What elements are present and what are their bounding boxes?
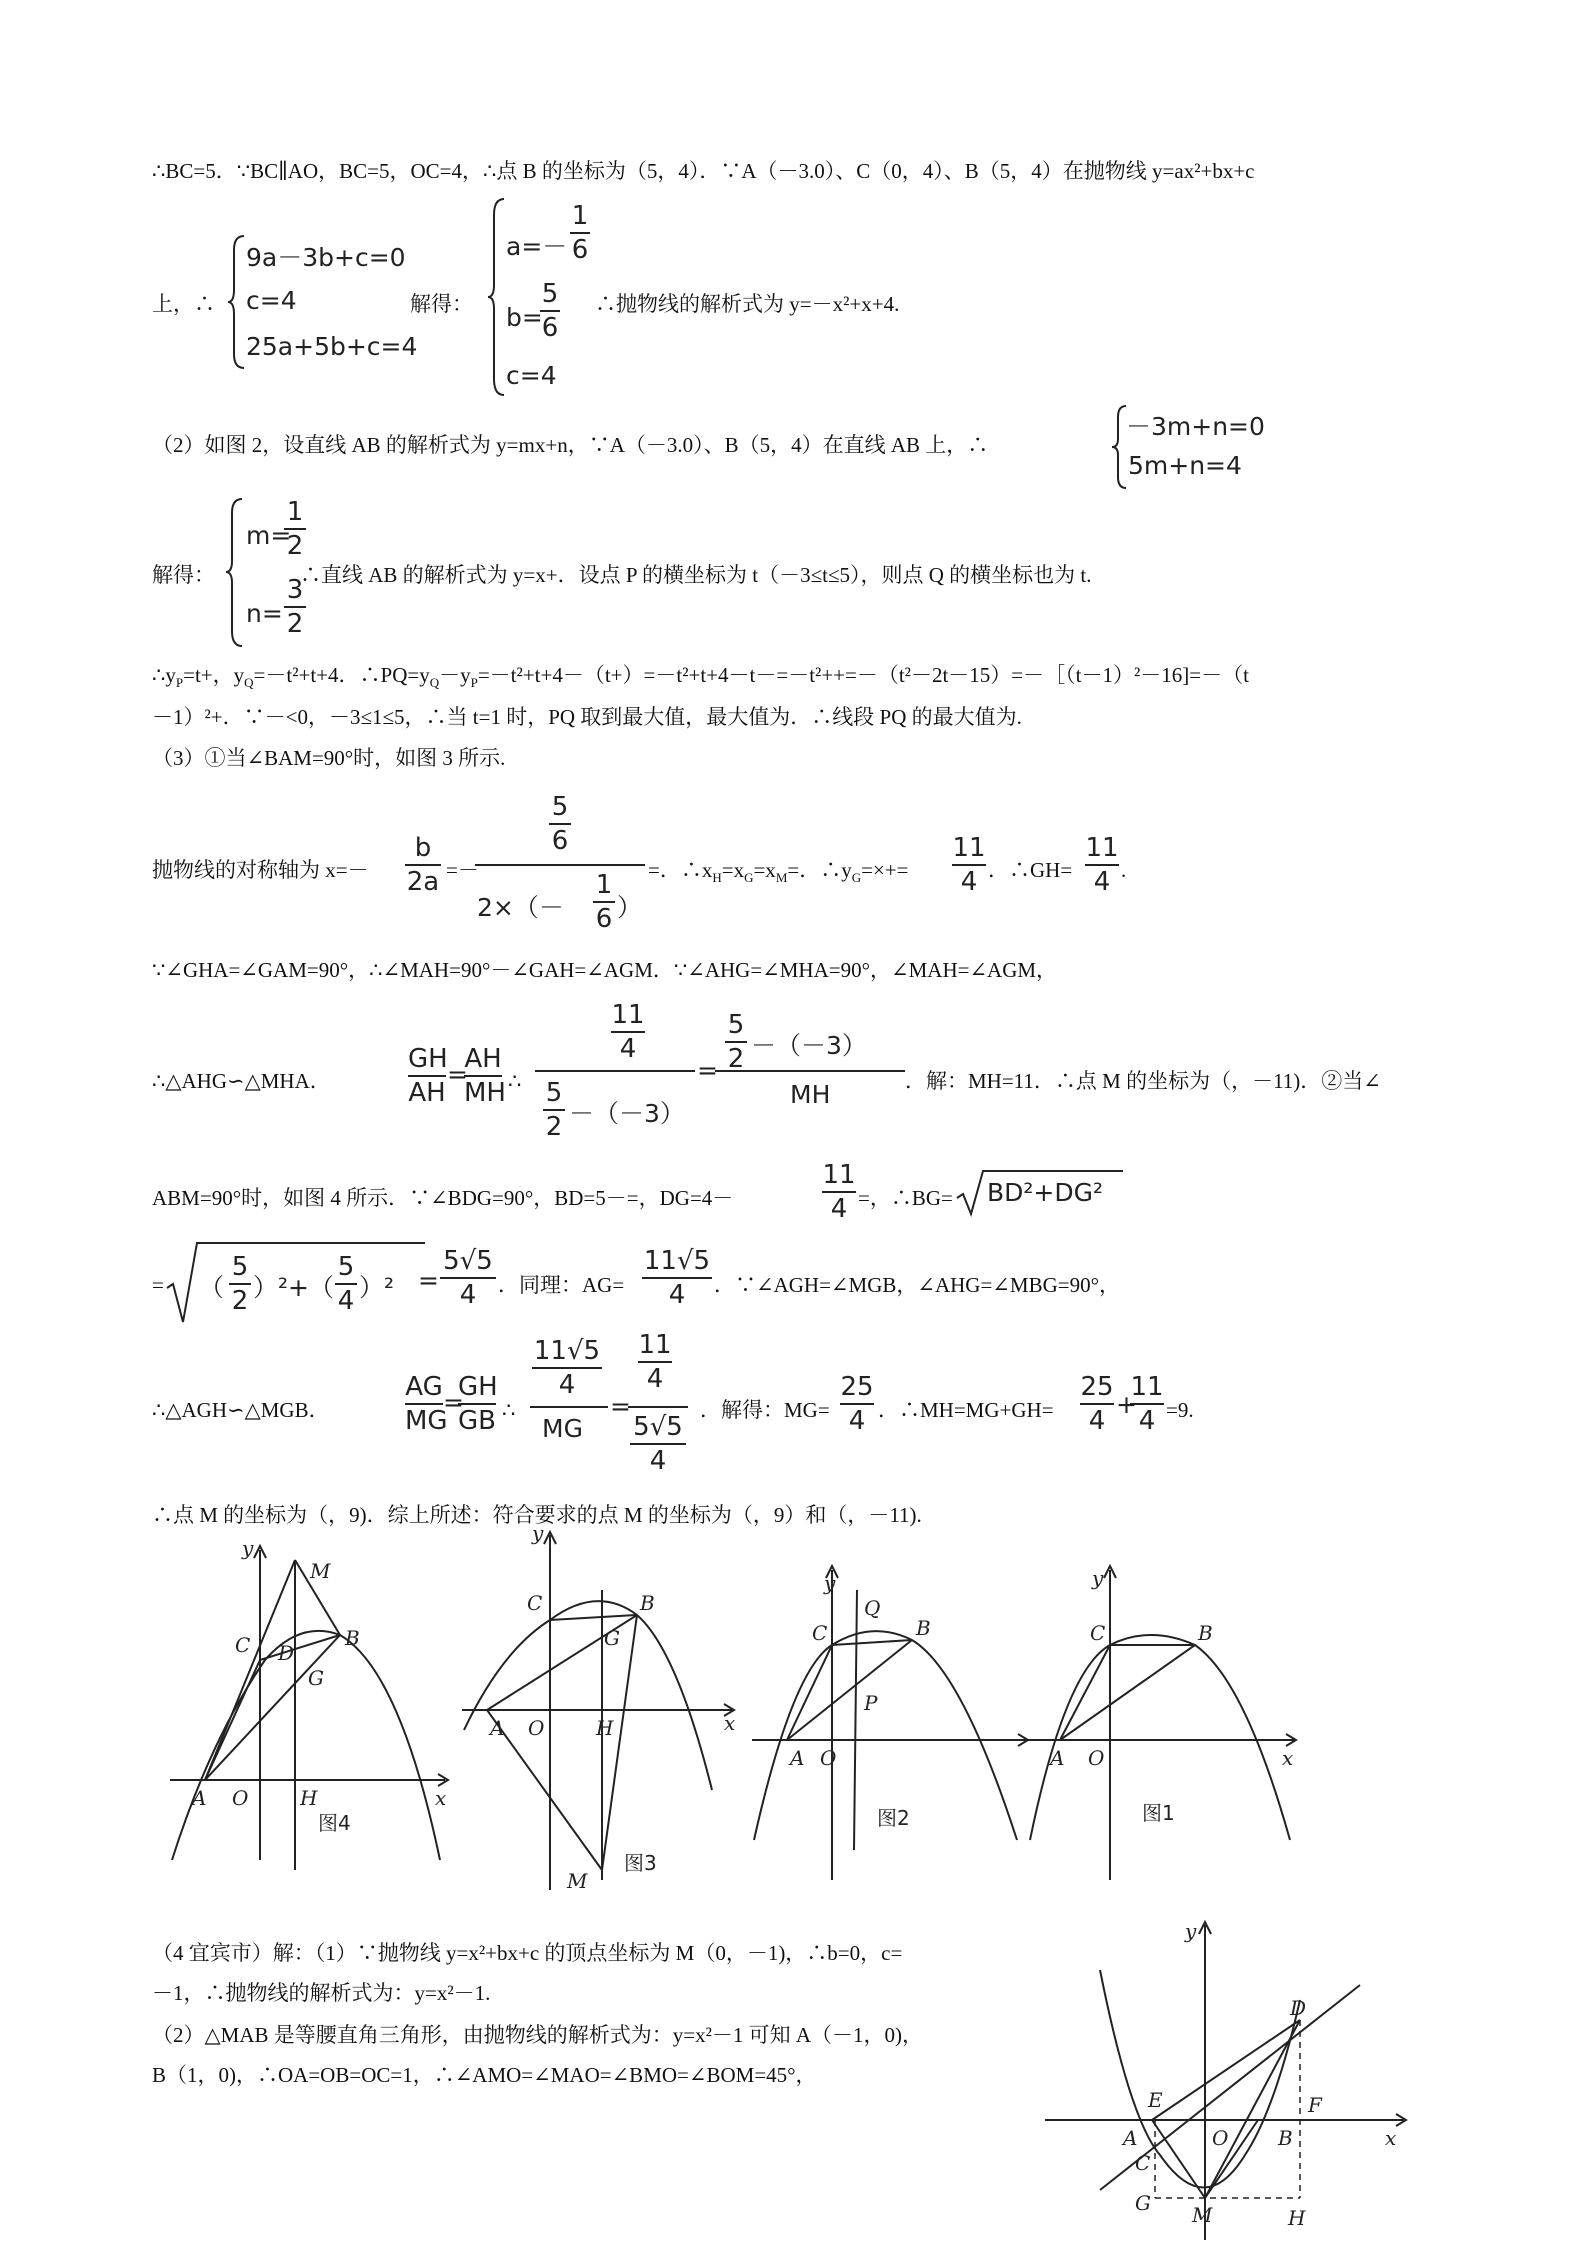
equation-system-3 — [1112, 403, 1272, 491]
fraction-1-6: 1 6 — [571, 201, 589, 265]
fraction-1-2: 1 2 — [284, 497, 306, 561]
ratio-gh-ah: GH AH — [408, 1044, 448, 1108]
fig2-label-c: C — [812, 1621, 828, 1645]
text-line-8a: 抛物线的对称轴为 x=－ — [152, 858, 369, 882]
text-line-3: （2）如图 2，设直线 AB 的解析式为 y=mx+n，∵A（－3.0）、B（5，4）在直线 AB 上，∴ — [152, 433, 989, 457]
fig2-label-q: Q — [864, 1596, 881, 1620]
text-line-11a: ABM=90°时，如图 4 所示．∵∠BDG=90°，BD=5－=，DG=4－ — [152, 1186, 734, 1210]
fig1-label-c: C — [1090, 1621, 1106, 1645]
left-brace-icon — [226, 495, 246, 650]
fraction-11-4-d: 11 4 — [822, 1160, 856, 1224]
fraction-5r5-4-b: 5√5 4 — [630, 1412, 686, 1476]
fig4-label-d: D — [278, 1641, 295, 1665]
text-line-1: ∴BC=5．∵BC∥AO，BC=5，OC=4，∴点 B 的坐标为（5，4）．∵A（－3.0）、C（0，4）、B（5，4）在抛物线 y=ax²+bx+c — [152, 159, 1255, 183]
sys1-eq2: c=4 — [246, 286, 297, 315]
fraction-11-4-a: 11 4 — [952, 833, 986, 897]
text-line-14: ∴点 M 的坐标为（，9)．综上所述：符合要求的点 M 的坐标为（，9）和（，－11). — [152, 1503, 922, 1527]
fig3-label-m: M — [567, 1869, 588, 1893]
fig3-label-x: x — [724, 1711, 736, 1735]
text-line-18: B（1，0)，∴OA=OB=OC=1，∴∠AMO=∠MAO=∠BMO=∠BOM=45°， — [152, 2063, 817, 2087]
fig5-label-o: O — [1212, 2126, 1229, 2150]
big2-right-num: －（－3） — [751, 1031, 867, 1060]
ratio-ag-mg: AG MG — [405, 1372, 448, 1436]
fig3-caption: 图3 — [624, 1851, 657, 1875]
fraction-5-6: 5 6 — [541, 279, 559, 343]
fraction-1-6-den: 1 6 — [593, 870, 615, 934]
fig1-label-a: A — [1050, 1746, 1065, 1770]
text-line-12a: = — [152, 1273, 164, 1297]
fraction-11-4-f: 11 4 — [1130, 1372, 1164, 1436]
text-line-8d: ．∴GH= — [988, 858, 1073, 882]
fig4-label-b: B — [345, 1626, 360, 1650]
ratio-ah-mh: AH MH — [464, 1044, 506, 1108]
fig5-label-d: D — [1290, 1996, 1307, 2020]
fig2-label-o: O — [820, 1746, 837, 1770]
fig5-label-b: B — [1278, 2126, 1293, 2150]
fig5-label-h: H — [1288, 2206, 1306, 2230]
fraction-b-2a: b 2a — [406, 833, 440, 897]
sys3-eq2: 5m+n=4 — [1128, 451, 1242, 480]
fig4-label-y: y — [242, 1540, 254, 1560]
fraction-5-2-b: 5 2 — [725, 1010, 747, 1074]
big-den-left: 2×（－ — [477, 893, 564, 922]
text-line-8b: =－ — [446, 858, 479, 882]
fig2-label-a: A — [790, 1746, 805, 1770]
text-line-8e: . — [1121, 858, 1127, 882]
fig2-label-p: P — [864, 1691, 878, 1715]
text-line-5: $\therefore y_P=t+$，$y_Q=-t^2+t+4$．$\therefore PQ=y_Q-y_P=-t^2+t+4-(t+)=-t^2+t+4-t-=-t^2++=-(t^2-2t-15)=-[(t-1)^2-16]=-(t$ — [152, 663, 1249, 691]
fraction-11-4-b: 11 4 — [1085, 833, 1119, 897]
figure-5 — [1040, 1920, 1420, 2240]
big2-left-den: －（－3） — [569, 1099, 685, 1128]
text-line-12b: ．同理：AG= — [498, 1273, 625, 1297]
text-line-15: （4 宜宾市）解：（1）∵抛物线 y=x²+bx+c 的顶点坐标为 M（0，－1)，∴b=0，c= — [152, 1941, 903, 1965]
fig2-label-b: B — [916, 1616, 931, 1640]
text-line-10a: ∴△AHG∽△MHA． — [152, 1069, 331, 1093]
fraction-5r5-4: 5√5 4 — [440, 1246, 496, 1310]
fig3-label-g: G — [604, 1626, 620, 1650]
sys3-eq1: －3m+n=0 — [1126, 412, 1265, 441]
text-line-11b: =，∴BG= — [858, 1186, 953, 1210]
text-line-7: （3）①当∠BAM=90°时，如图 3 所示. — [152, 746, 506, 770]
fig1-label-b: B — [1198, 1621, 1213, 1645]
big-den-right: ） — [617, 893, 643, 922]
fig4-label-h: H — [300, 1786, 318, 1810]
text-line-4a: 解得： — [152, 563, 215, 587]
fraction-11r5-4: 11√5 4 — [643, 1246, 711, 1310]
fig5-label-a: A — [1123, 2126, 1138, 2150]
fraction-11-4-c: 11 4 — [611, 1000, 645, 1064]
sys2-a: a=－ — [506, 232, 568, 261]
text-line-6: －1）²+．∵－<0，－3≤1≤5，∴当 t=1 时，PQ 取到最大值，最大值为．∴线段 PQ 的最大值为. — [152, 705, 1022, 729]
sys4-m: m= — [246, 521, 292, 550]
text-line-17: （2）△MAB 是等腰直角三角形，由抛物线的解析式为：y=x²－1 可知 A（－1，0)， — [152, 2023, 924, 2047]
fraction-25-4: 25 4 — [840, 1372, 874, 1436]
fig3-label-o: O — [528, 1716, 545, 1740]
fig5-label-c: C — [1135, 2151, 1151, 2175]
text-line-2c: ∴抛物线的解析式为 y=－x²+x+4. — [595, 292, 900, 316]
fig5-label-e: E — [1148, 2088, 1163, 2112]
fig3-label-y: y — [532, 1530, 544, 1545]
text-line-16: －1，∴抛物线的解析式为：y=x²－1. — [152, 1981, 491, 2005]
fig5-label-y: y — [1185, 1920, 1197, 1943]
sys2-c: c=4 — [506, 361, 557, 390]
text-line-9: ∵∠GHA=∠GAM=90°，∴∠MAH=90°－∠GAH=∠AGM．∵∠AHG=∠MHA=90°，∠MAH=∠AGM， — [152, 958, 1058, 982]
text-line-2a: 上，∴ — [152, 292, 215, 316]
figure-1 — [1020, 1560, 1310, 1890]
fig4-label-o: O — [232, 1786, 249, 1810]
ratio-eq-1: = — [447, 1060, 468, 1089]
fig4-label-m: M — [310, 1559, 331, 1583]
fig3-label-a: A — [490, 1716, 505, 1740]
fig4-label-c: C — [235, 1633, 251, 1657]
equation-system-1 — [228, 232, 428, 372]
text-line-8c: =．$\therefore x_H=x_G=x_M=$．$\therefore y_G=\times+=$ — [648, 858, 909, 886]
fraction-5-2-c: 5 2 — [229, 1252, 251, 1316]
fraction-11r5-4-b: 11√5 4 — [533, 1336, 601, 1400]
fig3-label-c: C — [527, 1591, 543, 1615]
left-brace-icon — [488, 195, 508, 400]
figure-2 — [752, 1560, 1042, 1890]
figure-3 — [462, 1530, 752, 1900]
fig4-label-a: A — [192, 1786, 207, 1810]
text-line-4b: ∴直线 AB 的解析式为 y=x+．设点 P 的横坐标为 t（－3≤t≤5），则点 Q 的横坐标也为 t. — [300, 563, 1092, 587]
fig5-label-m: M — [1192, 2203, 1213, 2227]
big-fraction-ratio: 11 4 5 2 －（－3） = 5 2 －（－3） MH — [535, 1000, 905, 1130]
fig3-label-b: B — [640, 1591, 655, 1615]
fraction-5-2-a: 5 2 — [543, 1078, 565, 1142]
fig4-label-g: G — [308, 1666, 324, 1690]
text-line-12c: ．∵∠AGH=∠MGB，∠AHG=∠MBG=90°， — [714, 1273, 1120, 1297]
text-line-10c: ．解：MH=11．∴点 M 的坐标为（，－11)．②当∠ — [905, 1069, 1381, 1093]
text-line-2b: 解得： — [410, 292, 473, 316]
fig5-label-x: x — [1385, 2126, 1397, 2150]
fig4-caption: 图4 — [318, 1811, 351, 1835]
sqrt-bg: BD²+DG² — [955, 1168, 1125, 1218]
fraction-25-4-b: 25 4 — [1080, 1372, 1114, 1436]
sys1-eq3: 25a+5b+c=4 — [246, 332, 418, 361]
text-line-13b: ∴ — [502, 1398, 516, 1422]
sys2-b: b= — [506, 303, 543, 332]
sys4-n: n= — [246, 599, 283, 628]
text-line-13a: ∴△AGH∽△MGB． — [152, 1398, 330, 1422]
text-line-13e: =9. — [1166, 1398, 1194, 1422]
fig1-caption: 图1 — [1142, 1801, 1175, 1825]
figure-4 — [170, 1540, 460, 1870]
sys1-eq1: 9a－3b+c=0 — [246, 243, 406, 272]
big-fraction-mg: 11√5 4 MG = 11 4 5√5 4 — [530, 1330, 700, 1480]
text-line-13c: ．解得：MG= — [700, 1398, 830, 1422]
fig4-label-x: x — [435, 1786, 447, 1810]
fraction-5-4: 5 4 — [335, 1252, 357, 1316]
fig5-label-f: F — [1308, 2093, 1322, 2117]
fraction-5-6-top: 5 6 — [549, 792, 571, 856]
fraction-3-2: 3 2 — [284, 575, 306, 639]
fig2-label-y: y — [824, 1571, 836, 1595]
fraction-11-4-e: 11 4 — [638, 1330, 672, 1394]
fig5-label-g: G — [1135, 2191, 1151, 2215]
fig1-label-o: O — [1088, 1746, 1105, 1770]
big-fraction-axis — [475, 790, 645, 935]
big2-right-den: MH — [790, 1080, 831, 1109]
sqrt-big: （ 5 2 ）²+（ 5 4 ）² — [165, 1240, 427, 1325]
fig1-label-x: x — [1282, 1746, 1294, 1770]
equation-system-2 — [488, 195, 598, 400]
text-line-13d: ．∴MH=MG+GH= — [878, 1398, 1054, 1422]
fig1-label-y: y — [1092, 1566, 1104, 1590]
fig3-label-h: H — [596, 1716, 614, 1740]
text-line-10b: ∴ — [508, 1069, 522, 1093]
fig2-caption: 图2 — [877, 1806, 910, 1830]
ratio-gh-gb: GH GB — [458, 1372, 498, 1436]
left-brace-icon — [228, 232, 248, 372]
